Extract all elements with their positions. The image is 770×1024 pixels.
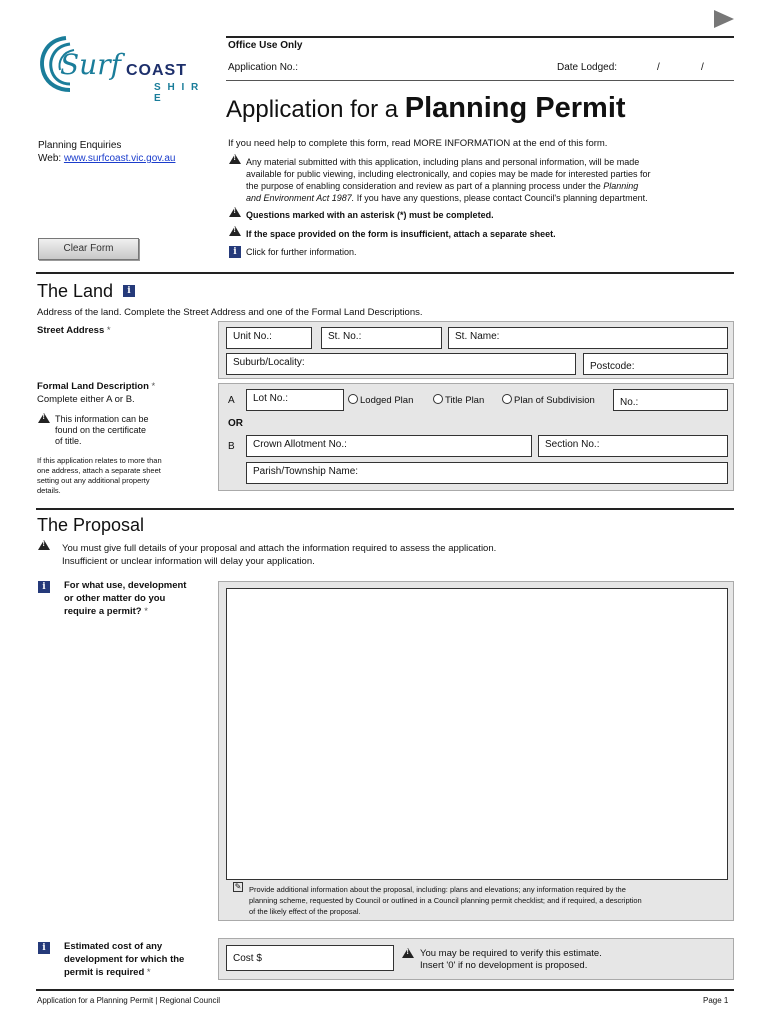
option-a-label: A xyxy=(228,395,235,406)
planning-enquiries-label: Planning Enquiries xyxy=(38,140,122,151)
date-lodged-label: Date Lodged: xyxy=(557,62,618,73)
cost-field[interactable]: Cost $ xyxy=(226,945,394,971)
warning-icon xyxy=(229,226,241,238)
logo-shire-text: S H I R E xyxy=(154,82,201,104)
next-page-arrow-icon[interactable] xyxy=(714,10,734,28)
crown-allotment-field[interactable]: Crown Allotment No.: xyxy=(246,435,532,457)
cost-question: Estimated cost of any development for which the permit is required * xyxy=(64,941,185,978)
office-use-top-rule xyxy=(226,36,734,38)
warning-icon xyxy=(38,540,50,552)
edit-icon: ✎ xyxy=(234,882,242,891)
web-line xyxy=(38,153,175,164)
title-plan-option[interactable]: Title Plan xyxy=(433,394,484,406)
use-question: For what use, development or other matter do you require a permit? * xyxy=(64,580,187,617)
surf-coast-shire-logo xyxy=(36,34,211,104)
street-no-field[interactable]: St. No.: xyxy=(321,327,442,349)
logo-surf-text: Surf xyxy=(60,48,121,81)
material-notice xyxy=(246,156,726,204)
help-text: If you need help to complete this form, read MORE INFORMATION at the end of this form. xyxy=(228,138,608,149)
unit-no-field[interactable]: Unit No.: xyxy=(226,327,312,349)
act-name-2: and Environment Act 1987. xyxy=(246,193,355,203)
title-plan-radio[interactable] xyxy=(433,394,443,404)
act-name-1: Planning xyxy=(603,181,639,191)
date-separator: / xyxy=(701,62,704,73)
land-section-rule xyxy=(36,272,734,274)
postcode-field[interactable]: Postcode: xyxy=(583,353,728,375)
footer-left-text: Application for a Planning Permit | Regional Council xyxy=(37,996,221,1005)
formal-land-sub: Complete either A or B. xyxy=(37,394,135,405)
warning-icon xyxy=(229,154,241,166)
office-use-label: Office Use Only xyxy=(228,40,303,51)
use-info-icon[interactable]: i xyxy=(38,581,50,593)
lodged-plan-radio[interactable] xyxy=(348,394,358,404)
lot-no-field[interactable]: Lot No.: xyxy=(246,389,344,411)
warning-icon xyxy=(229,207,241,219)
office-use-bottom-rule xyxy=(226,80,734,81)
website-link[interactable]: www.surfcoast.vic.gov.au xyxy=(63,153,176,164)
click-info-text: Click for further information. xyxy=(246,247,357,257)
street-name-field[interactable]: St. Name: xyxy=(448,327,728,349)
material-line-1: Any material submitted with this application, including plans and personal information, will be made xyxy=(246,157,640,167)
info-icon[interactable]: i xyxy=(229,246,241,258)
land-description: Address of the land. Complete the Street Address and one of the Formal Land Descriptions. xyxy=(37,307,423,318)
plan-number-field[interactable]: No.: xyxy=(613,389,728,411)
footer-rule xyxy=(36,989,734,991)
provide-info-note: Provide additional information about the proposal, including: plans and elevations; any information required by the planning scheme, requested by Council or outlined in a Council planning permit checklist; and if required, a description of the likely effect of the proposal. xyxy=(249,885,642,916)
date-separator: / xyxy=(657,62,660,73)
warning-icon xyxy=(402,948,414,960)
option-b-label: B xyxy=(228,441,235,452)
cost-info-icon[interactable]: i xyxy=(38,942,50,954)
material-line-4: and Environment Act 1987. If you have any questions, please contact Council's planning department. xyxy=(246,193,648,203)
land-section-title: The Land xyxy=(37,281,114,301)
lodged-plan-option[interactable]: Lodged Plan xyxy=(348,394,413,406)
web-prefix: Web: xyxy=(38,153,64,164)
page-title xyxy=(226,92,626,125)
plan-subdivision-radio[interactable] xyxy=(502,394,512,404)
section-no-field[interactable]: Section No.: xyxy=(538,435,728,457)
street-address-label: Street Address * xyxy=(37,325,111,336)
or-label: OR xyxy=(228,418,243,429)
material-line-2: available for public viewing, including electronically, and copies may be made for interested parties for xyxy=(246,169,651,179)
plan-subdivision-option[interactable]: Plan of Subdivision xyxy=(502,394,595,406)
title-main: Planning Permit xyxy=(404,92,626,124)
page-number: Page 1 xyxy=(703,996,729,1005)
proposal-section-title: The Proposal xyxy=(37,515,145,535)
proposal-description-textarea[interactable] xyxy=(226,588,728,880)
title-note: This information can be found on the certificate of title. xyxy=(55,414,149,446)
clear-form-button[interactable]: Clear Form xyxy=(38,238,139,260)
land-info-icon[interactable]: i xyxy=(123,285,135,297)
formal-land-label: Formal Land Description * xyxy=(37,381,156,392)
proposal-section-rule xyxy=(36,508,734,510)
asterisk-note: Questions marked with an asterisk (*) must be completed. xyxy=(246,210,494,220)
title-prefix: Application for a xyxy=(226,96,405,123)
space-note: If the space provided on the form is insufficient, attach a separate sheet. xyxy=(246,229,556,239)
warning-icon xyxy=(38,413,50,425)
suburb-locality-field[interactable]: Suburb/Locality: xyxy=(226,353,576,375)
parish-township-field[interactable]: Parish/Township Name: xyxy=(246,462,728,484)
application-no-label: Application No.: xyxy=(228,62,299,73)
verify-note: You may be required to verify this estimate. Insert '0' if no development is proposed. xyxy=(420,948,602,971)
material-line-3: the purpose of enabling consideration and review as part of a planning process under the Planning xyxy=(246,181,639,191)
proposal-warning: You must give full details of your proposal and attach the information required to assess the application. Insufficient or unclear information will delay your application. xyxy=(62,543,497,567)
logo-coast-text: COAST xyxy=(126,62,187,79)
multi-address-note: If this application relates to more than one address, attach a separate sheet setting out any additional property details. xyxy=(37,456,162,495)
